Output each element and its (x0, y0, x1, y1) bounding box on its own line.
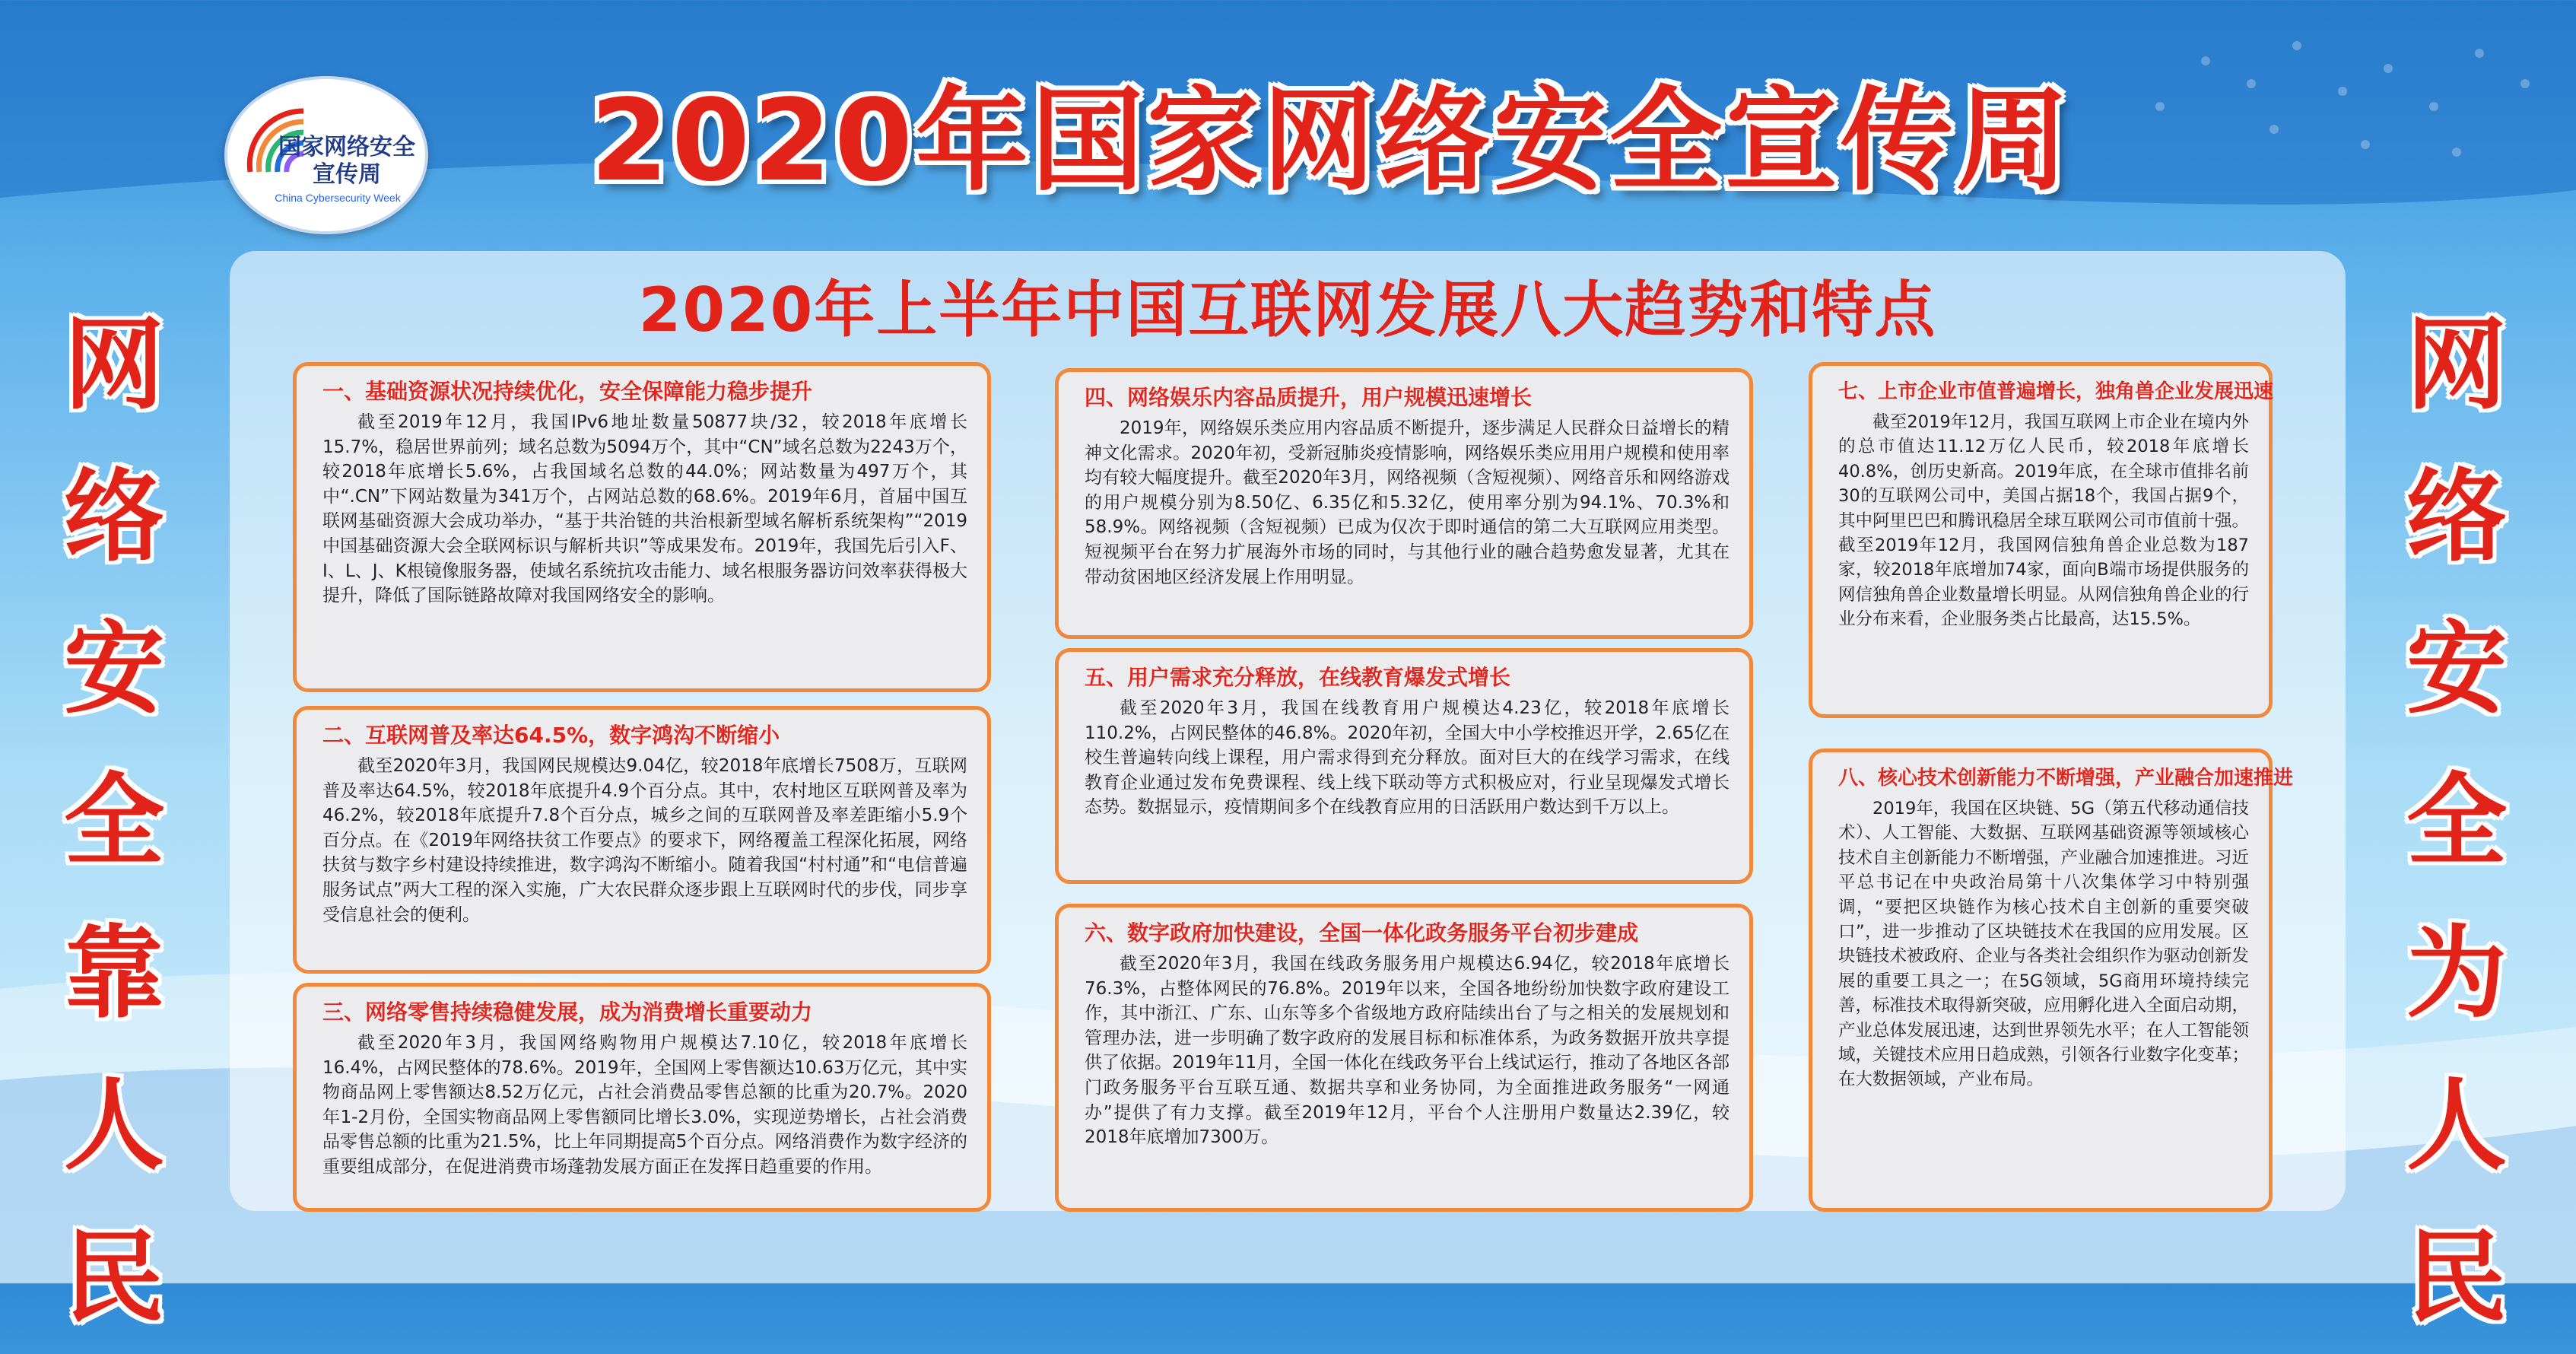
section-body: 截至2020年3月，我国在线政务服务用户规模达6.94亿，较2018年底增长76.3%，占整体网民的76.8%。2019年以来，全国各地纷纷加快数字政府建设工作，其中浙江、广东、山东等多个省级地方政府陆续出台了与之相关的发展规划和管理办法，进一步明确了数字政府的发展目标和标准体系，为政务数据开放共享提供了依据。2019年11月，全国一体化在线政务平台上线试运行，推动了各地区各部门政务服务平台互联互通、数据共享和业务协同，为全面推进政务服务“一网通办”提供了有力支撑。截至2019年12月，平台个人注册用户数量达2.39亿，较2018年底增加7300万。 (1085, 954, 1730, 1148)
section-3-box (293, 983, 991, 1212)
section-body: 截至2019年12月，我国互联网上市企业在境内外的总市值达11.12万亿人民币，较2018年底增长40.8%，创历史新高。2019年底，在全球市值排名前30的互联网公司中，美国占据18个，我国占据9个，其中阿里巴巴和腾讯稳居全球互联网公司市值前十强。截至2019年12月，我国网信独角兽企业总数为187家，较2018年底增加74家，面向B端市场提供服务的网信独角兽企业数量增长明显。从网信独角兽企业的行业分布来看，企业服务类占比最高，达15.5%。 (1838, 412, 2250, 630)
right-slogan-char: 安 (2406, 611, 2507, 728)
left-slogan-char: 网 (64, 307, 164, 424)
left-slogan-char: 人 (64, 1067, 164, 1184)
cybersecurity-week-logo (224, 76, 428, 234)
logo-text-en: China Cybersecurity Week (275, 192, 401, 204)
right-slogan-char: 全 (2406, 763, 2507, 880)
right-slogan-char: 人 (2406, 1067, 2507, 1184)
right-slogan-char: 络 (2406, 459, 2507, 576)
left-slogan-char: 络 (64, 459, 164, 576)
section-body: 截至2020年3月，我国网络购物用户规模达7.10亿，较2018年底增长16.4%，占网民整体的78.6%。2019年，全国网上零售额达10.63万亿元，其中实物商品网上零售额达8.52万亿元，占社会消费品零售总额的比重为20.7%。2020年1-2月份，全国实物商品网上零售额同比增长3.0%，实现逆势增长，占社会消费品零售总额的比重为21.5%，比上年同期提高5个百分点。网络消费作为数字经济的重要组成部分，在促进消费市场蓬勃发展方面正在发挥日趋重要的作用。 (322, 1033, 967, 1177)
section-7-box (1809, 362, 2273, 718)
left-slogan-char: 安 (64, 611, 164, 728)
logo-text-cn: 国家网络安全宣传周 (278, 134, 415, 188)
left-slogan-char: 民 (64, 1219, 164, 1337)
right-slogan-char: 为 (2406, 915, 2507, 1032)
section-title: 四、网络娱乐内容品质提升，用户规模迅速增长 (1085, 385, 1533, 410)
section-body: 2019年，我国在区块链、5G（第五代移动通信技术）、人工智能、大数据、互联网基础资源等领域核心技术自主创新能力不断增强，产业融合加速推进。习近平总书记在中央政治局第十八次集体学习中特别强调，“要把区块链作为核心技术自主创新的重要突破口”，进一步推动了区块链技术在我国的应用发展。区块链技术被政府、企业与各类社会组织作为驱动创新发展的重要工具之一；在5G领域，5G商用环境持续完善，标准技术取得新突破，应用孵化进入全面启动期，产业总体发展迅速，达到世界领先水平；在人工智能领域，关键技术应用日趋成熟，引领各行业数字化变革；在大数据领域，产业布局。 (1838, 799, 2250, 1090)
section-title: 五、用户需求充分释放，在线教育爆发式增长 (1085, 665, 1511, 690)
section-title: 六、数字政府加快建设，全国一体化政务服务平台初步建成 (1085, 920, 1639, 946)
section-4-box (1055, 368, 1753, 639)
section-title: 八、核心技术创新能力不断增强，产业融合加速推进 (1838, 767, 2294, 790)
section-5-box (1055, 648, 1753, 884)
section-body: 截至2020年3月，我国在线教育用户规模达4.23亿，较2018年底增长110.2%，占网民整体的46.8%。2020年初，全国大中小学校推迟开学，2.65亿在校生普遍转向线上课程，用户需求得到充分释放。面对巨大的在线学习需求，在线教育企业通过发布免费课程、线上线下联动等方式积极应对，行业呈现爆发式增长态势。数据显示，疫情期间多个在线教育应用的日活跃用户数达到千万以上。 (1085, 698, 1730, 818)
left-slogan-char: 靠 (64, 915, 164, 1032)
right-slogan-char: 网 (2406, 307, 2507, 424)
left-slogan (46, 289, 183, 1354)
panel-subtitle: 2020年上半年中国互联网发展八大趋势和特点 (638, 275, 1937, 345)
section-body: 截至2020年3月，我国网民规模达9.04亿，较2018年底增长7508万，互联网普及率达64.5%，较2018年底提升4.9个百分点。其中，农村地区互联网普及率为46.2%，较2018年底提升7.8个百分点，城乡之间的互联网普及率差距缩小5.9个百分点。在《2019年网络扶贫工作要点》的要求下，网络覆盖工程深化拓展，网络扶贫与数字乡村建设持续推进，数字鸿沟不断缩小。随着我国“村村通”和“电信普遍服务试点”两大工程的深入实施，广大农民群众逐步跟上互联网时代的步伐，同步享受信息社会的便利。 (322, 756, 967, 925)
section-body: 截至2019年12月，我国IPv6地址数量50877块/32，较2018年底增长15.7%，稳居世界前列；域名总数为5094万个，其中“CN”域名总数为2243万个，较2018年底增长5.6%，占我国域名总数的44.0%；网站数量为497万个，其中“.CN”下网站数量为341万个，占网站总数的68.6%。2019年6月，首届中国互联网基础资源大会成功举办，“基于共治链的共治根新型域名解析系统架构”“2019中国基础资源大会全联网标识与解析共识”等成果发布。2019年，我国先后引入F、I、L、J、K根镜像服务器，使域名系统抗攻击能力、域名根服务器访问效率获得极大提升，降低了国际链路故障对我国网络安全的影响。 (322, 412, 967, 606)
section-8-box (1809, 749, 2294, 1212)
section-2-box (293, 706, 991, 974)
section-1-box (293, 362, 991, 692)
section-title: 一、基础资源状况持续优化，安全保障能力稳步提升 (322, 379, 813, 404)
section-6-box (1055, 904, 1753, 1212)
section-title: 七、上市企业市值普遍增长，独角兽企业发展迅速 (1838, 380, 2274, 403)
section-title: 二、互联网普及率达64.5%，数字鸿沟不断缩小 (322, 723, 780, 748)
right-slogan-char: 民 (2406, 1219, 2507, 1337)
right-slogan (2388, 289, 2525, 1354)
left-slogan-char: 全 (64, 763, 164, 880)
section-title: 三、网络零售持续稳健发展，成为消费增长重要动力 (322, 1000, 813, 1025)
main-title: 2020年国家网络安全宣传周 (590, 75, 2072, 206)
section-body: 2019年，网络娱乐类应用内容品质不断提升，逐步满足人民群众日益增长的精神文化需求。2020年初，受新冠肺炎疫情影响，网络娱乐类应用用户规模和使用率均有较大幅度提升。截至2020年3月，网络视频（含短视频）、网络音乐和网络游戏的用户规模分别为8.50亿、6.35亿和5.32亿，使用率分别为94.1%、70.3%和58.9%。网络视频（含短视频）已成为仅次于即时通信的第二大互联网应用类型。短视频平台在努力扩展海外市场的同时，与其他行业的融合趋势愈发显著，尤其在带动贫困地区经济发展上作用明显。 (1085, 418, 1730, 587)
